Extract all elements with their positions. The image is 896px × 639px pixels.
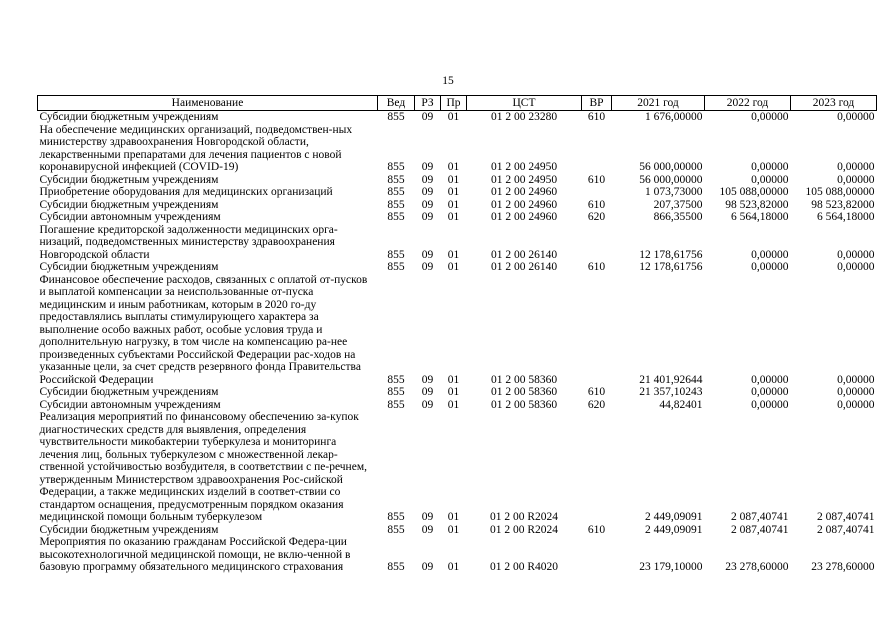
cell-name: Финансовое обеспечение расходов, связанных с оплатой от-пусков и выплатой компенсации за неиспользованные от-пуска медицинским и иным работникам, которым в 2020 го-ду предоставлялись выплаты стимулирующего характера за выполнение особо важных работ, особые условия труда и дополнительную нагрузку, в том числе на компенсацию ра-нее произведенных субъектами Российской Федерации рас-ходов на указанные цели, за счет средств резервного фонда Правительства Российской Федерации xyxy=(39,273,368,386)
cell-2022: 0,00000 xyxy=(751,248,789,261)
cell-ved: 855 xyxy=(387,211,405,223)
cell-vr xyxy=(582,411,612,524)
cell-2023: 6 564,18000 xyxy=(817,211,875,223)
header-2023: 2023 год xyxy=(791,96,877,111)
cell-rz: 09 xyxy=(421,173,434,186)
cell-rz: 09 xyxy=(421,186,434,198)
cell-2022: 0,00000 xyxy=(751,161,789,173)
cell-2023: 0,00000 xyxy=(837,386,875,398)
cell-vr xyxy=(582,124,612,174)
cell-2022: 6 564,18000 xyxy=(731,211,789,223)
cell-2022: 0,00000 xyxy=(751,398,789,411)
cell-2021: 207,37500 xyxy=(653,198,703,211)
cell-2021: 44,82401 xyxy=(659,398,703,411)
cell-cst: 01 2 00 58360 xyxy=(490,398,558,411)
cell-rz: 09 xyxy=(421,111,434,123)
table-header-row xyxy=(38,96,877,111)
cell-name: Субсидии бюджетным учреждениям xyxy=(39,173,219,186)
table-row xyxy=(38,224,877,262)
cell-name: Субсидии бюджетным учреждениям xyxy=(39,386,219,398)
cell-cst: 01 2 00 R4020 xyxy=(489,561,559,573)
budget-table xyxy=(37,95,877,574)
table-body xyxy=(38,111,877,574)
cell-rz: 09 xyxy=(421,511,434,523)
cell-cst: 01 2 00 R2024 xyxy=(489,523,559,536)
cell-vr xyxy=(582,274,612,387)
cell-vr: 620 xyxy=(587,398,606,411)
cell-pr: 01 xyxy=(447,211,460,223)
cell-vr: 620 xyxy=(587,211,606,223)
cell-2023: 0,00000 xyxy=(837,161,875,173)
table-row xyxy=(38,211,877,224)
cell-2023: 98 523,82000 xyxy=(811,198,875,211)
cell-vr xyxy=(582,186,612,199)
cell-cst: 01 2 00 26140 xyxy=(490,261,558,273)
cell-2023: 23 278,60000 xyxy=(811,561,875,573)
table-row xyxy=(38,174,877,187)
header-2021: 2021 год xyxy=(612,96,705,111)
cell-ved: 855 xyxy=(387,111,405,123)
cell-2022: 0,00000 xyxy=(751,261,789,273)
table-row xyxy=(38,399,877,412)
cell-vr xyxy=(582,536,612,574)
cell-name: Субсидии автономным учреждениям xyxy=(39,398,221,411)
cell-2023: 0,00000 xyxy=(837,248,875,261)
cell-rz: 09 xyxy=(421,161,434,173)
table-row xyxy=(38,386,877,399)
cell-vr: 610 xyxy=(587,523,606,536)
cell-ved: 855 xyxy=(387,511,405,523)
cell-2022: 0,00000 xyxy=(751,173,789,186)
cell-pr: 01 xyxy=(447,161,460,173)
cell-name: Субсидии бюджетным учреждениям xyxy=(39,198,219,211)
header-name: Наименование xyxy=(38,96,378,111)
cell-2023: 0,00000 xyxy=(837,261,875,273)
table-row xyxy=(38,524,877,537)
cell-pr: 01 xyxy=(447,198,460,211)
cell-pr: 01 xyxy=(447,386,460,398)
cell-name: Субсидии бюджетным учреждениям xyxy=(39,261,219,273)
cell-2022: 0,00000 xyxy=(751,373,789,386)
cell-ved: 855 xyxy=(387,198,405,211)
cell-ved: 855 xyxy=(387,386,405,398)
cell-2023: 0,00000 xyxy=(837,373,875,386)
cell-cst: 01 2 00 24950 xyxy=(490,173,558,186)
cell-name: Приобретение оборудования для медицинских организаций xyxy=(39,186,333,198)
cell-vr xyxy=(582,224,612,262)
cell-rz: 09 xyxy=(421,386,434,398)
cell-2021: 1 676,00000 xyxy=(645,111,703,123)
cell-ved: 855 xyxy=(387,561,405,573)
cell-2022: 105 088,00000 xyxy=(719,186,789,198)
table-row xyxy=(38,199,877,212)
cell-rz: 09 xyxy=(421,523,434,536)
cell-rz: 09 xyxy=(421,561,434,573)
table-row xyxy=(38,111,877,124)
cell-pr: 01 xyxy=(447,561,460,573)
table-row xyxy=(38,274,877,387)
table-row xyxy=(38,124,877,174)
cell-pr: 01 xyxy=(447,511,460,523)
cell-name: Субсидии бюджетным учреждениям xyxy=(39,523,219,536)
cell-2022: 98 523,82000 xyxy=(725,198,789,211)
cell-2023: 0,00000 xyxy=(837,173,875,186)
cell-vr: 610 xyxy=(587,173,606,186)
cell-pr: 01 xyxy=(447,523,460,536)
cell-cst: 01 2 00 24950 xyxy=(490,161,558,173)
cell-ved: 855 xyxy=(387,248,405,261)
cell-2021: 21 357,10243 xyxy=(639,386,703,398)
cell-ved: 855 xyxy=(387,261,405,273)
cell-2023: 0,00000 xyxy=(837,111,875,123)
cell-cst: 01 2 00 23280 xyxy=(490,111,558,123)
cell-rz: 09 xyxy=(421,211,434,223)
cell-cst: 01 2 00 24960 xyxy=(490,211,558,223)
cell-2022: 0,00000 xyxy=(751,386,789,398)
table-row xyxy=(38,261,877,274)
cell-cst: 01 2 00 R2024 xyxy=(489,511,559,523)
cell-pr: 01 xyxy=(447,398,460,411)
cell-pr: 01 xyxy=(447,173,460,186)
cell-2021: 56 000,00000 xyxy=(639,173,703,186)
cell-rz: 09 xyxy=(421,198,434,211)
table-row xyxy=(38,186,877,199)
cell-2022: 0,00000 xyxy=(751,111,789,123)
cell-2021: 2 449,09091 xyxy=(645,511,703,523)
cell-2023: 2 087,40741 xyxy=(817,523,875,536)
header-2022: 2022 год xyxy=(705,96,791,111)
cell-ved: 855 xyxy=(387,373,405,386)
cell-2021: 1 073,73000 xyxy=(645,186,703,198)
cell-2021: 21 401,92644 xyxy=(639,373,703,386)
cell-2021: 12 178,61756 xyxy=(639,248,703,261)
cell-2022: 2 087,40741 xyxy=(731,523,789,536)
cell-ved: 855 xyxy=(387,173,405,186)
cell-vr: 610 xyxy=(587,111,606,123)
table-row xyxy=(38,411,877,524)
header-cst: ЦСТ xyxy=(467,96,582,111)
cell-2022: 2 087,40741 xyxy=(731,511,789,523)
cell-cst: 01 2 00 24960 xyxy=(490,198,558,211)
cell-name: Субсидии бюджетным учреждениям xyxy=(39,111,219,123)
cell-vr: 610 xyxy=(587,386,606,398)
cell-pr: 01 xyxy=(447,111,460,123)
cell-cst: 01 2 00 26140 xyxy=(490,248,558,261)
cell-cst: 01 2 00 58360 xyxy=(490,386,558,398)
cell-2021: 56 000,00000 xyxy=(639,161,703,173)
header-ved: Вед xyxy=(378,96,415,111)
header-vr: ВР xyxy=(582,96,612,111)
cell-rz: 09 xyxy=(421,398,434,411)
header-rz: РЗ xyxy=(415,96,441,111)
cell-name: Субсидии автономным учреждениям xyxy=(39,211,221,223)
cell-cst: 01 2 00 24960 xyxy=(490,186,558,198)
cell-2021: 23 179,10000 xyxy=(639,561,703,573)
cell-name: Мероприятия по оказанию гражданам Российской Федера-ции высокотехнологичной медицинской помощи, не вклю-ченной в базовую программу обязательного медицинского страхования xyxy=(39,536,351,573)
cell-rz: 09 xyxy=(421,248,434,261)
cell-2021: 866,35500 xyxy=(653,211,703,223)
cell-ved: 855 xyxy=(387,523,405,536)
cell-ved: 855 xyxy=(387,186,405,198)
cell-2021: 2 449,09091 xyxy=(645,523,703,536)
cell-2023: 105 088,00000 xyxy=(805,186,875,198)
cell-vr: 610 xyxy=(587,198,606,211)
cell-pr: 01 xyxy=(447,261,460,273)
cell-pr: 01 xyxy=(447,248,460,261)
cell-rz: 09 xyxy=(421,261,434,273)
cell-cst: 01 2 00 58360 xyxy=(490,373,558,386)
cell-pr: 01 xyxy=(447,373,460,386)
cell-ved: 855 xyxy=(387,398,405,411)
cell-ved: 855 xyxy=(387,161,405,173)
cell-rz: 09 xyxy=(421,373,434,386)
cell-pr: 01 xyxy=(447,186,460,198)
cell-2023: 0,00000 xyxy=(837,398,875,411)
cell-vr: 610 xyxy=(587,261,606,273)
cell-name: Погашение кредиторской задолженности медицинских орга-низаций, подведомственных министерству здравоохранения Новгородской области xyxy=(39,223,338,261)
cell-name: Реализация мероприятий по финансовому обеспечению за-купок диагностических средств для выявления, определения чувствительности микобактерии туберкулеза и мониторинга лечения лиц, больных туберкулезом с множественной лекар-ственной устойчивостью возбудителя, в соответствии с пе-речнем, утвержденным Министерством здравоохранения Рос-сийской Федерации, а также медицинских изделий в соответ-ствии со стандартом оснащения, предусмотренным порядком оказания медицинской помощи больным туберкулезом xyxy=(39,411,367,523)
cell-2021: 12 178,61756 xyxy=(639,261,703,273)
header-pr: Пр xyxy=(441,96,467,111)
cell-2023: 2 087,40741 xyxy=(817,511,875,523)
page-number: 15 xyxy=(442,75,454,87)
cell-name: На обеспечение медицинских организаций, подведомствен-ных министерству здравоохранения Новгородской области, лекарственными препаратами для лечения пациентов с новой коронавирусной инфекцией (COVID-19) xyxy=(39,123,353,173)
cell-2022: 23 278,60000 xyxy=(725,561,789,573)
table-row xyxy=(38,536,877,574)
